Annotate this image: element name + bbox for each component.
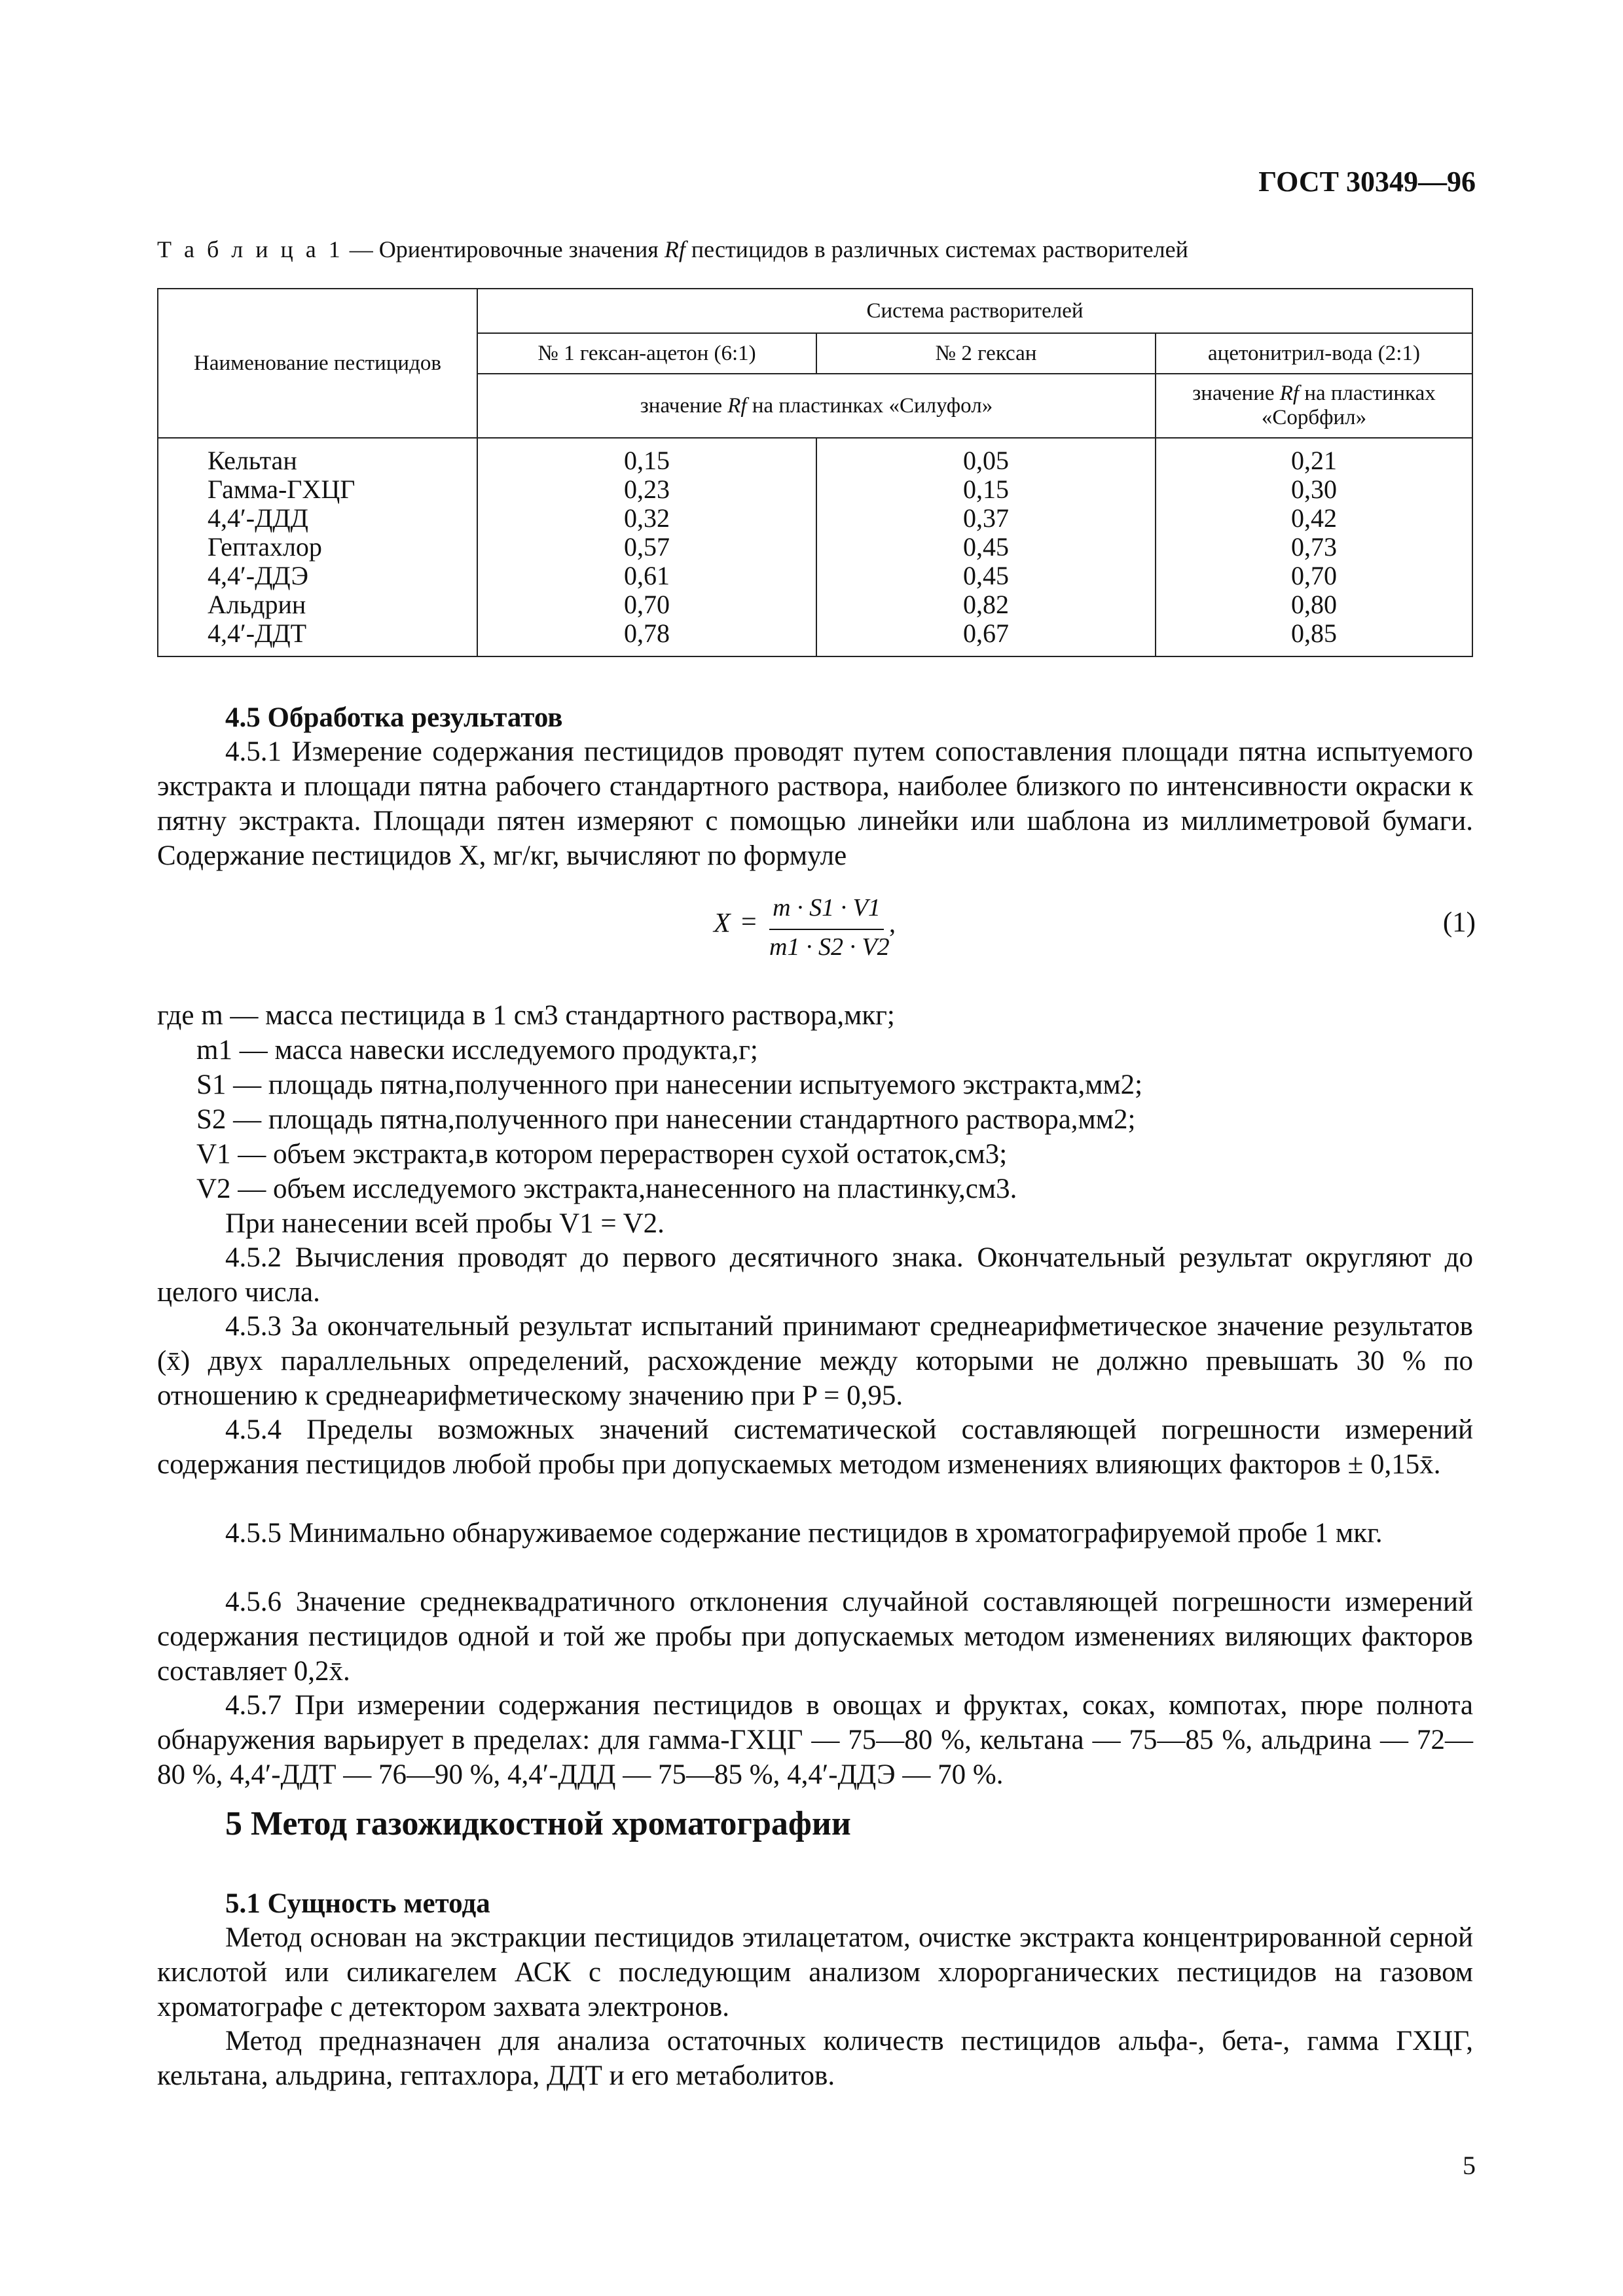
- rf-value: 0,57: [624, 532, 670, 562]
- paragraph-4-5-5: 4.5.5 Минимально обнаруживаемое содержание пестицидов в хроматографируемой пробе 1 мкг.: [225, 1518, 1383, 1549]
- rf-value: 0,45: [963, 532, 1009, 562]
- rf-value: 0,67: [963, 619, 1009, 648]
- rf-value: 0,05: [963, 446, 1009, 475]
- page-number: 5: [1463, 2151, 1476, 2180]
- sorbfil-header: значение Rf на пластинках «Сорбфил»: [1156, 374, 1472, 438]
- fraction-bar: [769, 929, 884, 930]
- table-caption-lead: Т а б л и ц а 1: [157, 236, 344, 262]
- rf-table: [157, 288, 1473, 657]
- formula-lhs: X: [714, 908, 731, 939]
- pesticide-name: Кельтан: [208, 446, 297, 475]
- col-name-header: Наименование пестицидов: [158, 289, 477, 438]
- rf-value: 0,23: [624, 475, 670, 504]
- legend-m: где m — масса пестицида в 1 см3 стандартного раствора,мкг;: [157, 1000, 895, 1031]
- rf-value: 0,37: [963, 503, 1009, 533]
- legend-v1: V1 — объем экстракта,в котором перерастворен сухой остаток,см3;: [196, 1139, 1008, 1170]
- formula-1: [714, 893, 910, 972]
- paragraph-4-5-4: 4.5.4 Пределы возможных значений систематической составляющей погрешности измерений содержания пестицидов любой пробы при допускаемых методом изменениях влияющих факторов ± 0,15x̄.: [157, 1414, 1473, 1480]
- formula-legend: [157, 998, 1473, 1241]
- legend-v2: V2 — объем исследуемого экстракта,нанесенного на пластинку,см3.: [196, 1174, 1017, 1204]
- section-5-1-heading: 5.1 Сущность метода: [225, 1888, 490, 1919]
- rf-value: 0,30: [1291, 475, 1337, 504]
- table-caption-rest: пестицидов в различных системах растворителей: [685, 236, 1188, 262]
- rf-value: 0,61: [624, 561, 670, 590]
- paragraph-4-5-3: 4.5.3 За окончательный результат испытаний принимают среднеарифметическое значение результатов (x̄) двух параллельных определений, расхождение между которыми не должно превышать 30 % по отношению к среднеарифметическому значению при P = 0,95.: [157, 1311, 1473, 1411]
- legend-s2: S2 — площадь пятна,полученного при нанесении стандартного раствора,мм2;: [196, 1104, 1136, 1135]
- rf-value: 0,85: [1291, 619, 1337, 648]
- solvent-1-values-cell: [477, 438, 816, 656]
- solvent-1-header: № 1 гексан-ацетон (6:1): [477, 333, 816, 374]
- formula-denominator: m1 · S2 · V2: [769, 933, 890, 961]
- silufol-header: значение Rf на пластинках «Силуфол»: [477, 374, 1156, 438]
- solvent-2-values-cell: [816, 438, 1156, 656]
- solvent-3-header: ацетонитрил-вода (2:1): [1156, 333, 1472, 374]
- rf-value: 0,21: [1291, 446, 1337, 475]
- table-caption-rf: Rf: [664, 236, 685, 262]
- rf-value: 0,70: [1291, 561, 1337, 590]
- legend-s1: S1 — площадь пятна,полученного при нанесении испытуемого экстракта,мм2;: [196, 1069, 1143, 1100]
- formula-number: (1): [1442, 907, 1476, 938]
- paragraph-4-5-7: 4.5.7 При измерении содержания пестицидов в овощах и фруктах, соках, компотах, пюре полнота обнаружения варьирует в пределах: для гамма-ГХЦГ — 75—80 %, кельтана — 75—85 %, альдрина — 72—80 %, 4,4′-ДДТ — 76—90 %, 4,4′-ДДД — 75—85 %, 4,4′-ДДЭ — 70 %.: [157, 1690, 1473, 1790]
- paragraph-5-1-a: Метод основан на экстракции пестицидов этилацетатом, очистке экстракта концентрированной серной кислотой или силикагелем АСК с последующим анализом хлорорганических пестицидов на газовом хроматографе с детектором захвата электронов.: [157, 1922, 1473, 2022]
- pesticide-name: Гамма-ГХЦГ: [208, 475, 356, 504]
- solvent-system-header: Система растворителей: [477, 289, 1472, 333]
- pesticide-name: 4,4′-ДДД: [208, 503, 308, 533]
- section-4-5-heading: 4.5 Обработка результатов: [225, 702, 563, 733]
- formula-comma: ,: [889, 908, 896, 938]
- legend-note: При нанесении всей пробы V1 = V2.: [225, 1208, 665, 1239]
- paragraph-5-1-b: Метод предназначен для анализа остаточных количеств пестицидов альфа-, бета-, гамма ГХЦГ, кельтана, альдрина, гептахлора, ДДТ и его метаболитов.: [157, 2026, 1473, 2091]
- pesticide-name: 4,4′-ДДТ: [208, 619, 307, 648]
- paragraph-4-5-1: 4.5.1 Измерение содержания пестицидов проводят путем сопоставления площади пятна испытуемого экстракта и площади пятна рабочего стандартного раствора, наиболее близкого по интенсивности окраски к пятну экстракта. Площади пятен измеряют с помощью линейки или шаблона из миллиметровой бумаги. Содержание пестицидов X, мг/кг, вычисляют по формуле: [157, 736, 1473, 871]
- rf-value: 0,82: [963, 590, 1009, 619]
- pesticide-names-cell: [158, 438, 477, 656]
- section-5-heading: 5 Метод газожидкостной хроматографии: [225, 1805, 851, 1842]
- rf-value: 0,45: [963, 561, 1009, 590]
- rf-value: 0,15: [963, 475, 1009, 504]
- legend-m1: m1 — масса навески исследуемого продукта,г;: [196, 1035, 758, 1066]
- paragraph-4-5-2: 4.5.2 Вычисления проводят до первого десятичного знака. Окончательный результат округляют до целого числа.: [157, 1242, 1473, 1308]
- pesticide-name: 4,4′-ДДЭ: [208, 561, 309, 590]
- paragraph-4-5-6: 4.5.6 Значение среднеквадратичного отклонения случайной составляющей погрешности измерений содержания пестицидов одной и той же пробы при допускаемых методом изменениях виляющих факторов составляет 0,2x̄.: [157, 1587, 1473, 1687]
- rf-value: 0,80: [1291, 590, 1337, 619]
- rf-value: 0,70: [624, 590, 670, 619]
- rf-value: 0,73: [1291, 532, 1337, 562]
- pesticide-name: Гептахлор: [208, 532, 322, 562]
- rf-value: 0,78: [624, 619, 670, 648]
- document-number: ГОСТ 30349—96: [1258, 166, 1476, 198]
- formula-numerator: m · S1 · V1: [773, 894, 881, 922]
- solvent-2-header: № 2 гексан: [816, 333, 1156, 374]
- solvent-3-values-cell: [1156, 438, 1472, 656]
- rf-value: 0,15: [624, 446, 670, 475]
- table-caption: [157, 236, 1188, 263]
- formula-equals: =: [741, 907, 757, 937]
- pesticide-name: Альдрин: [208, 590, 306, 619]
- rf-value: 0,42: [1291, 503, 1337, 533]
- rf-value: 0,32: [624, 503, 670, 533]
- table-caption-text: — Ориентировочные значения: [343, 236, 665, 262]
